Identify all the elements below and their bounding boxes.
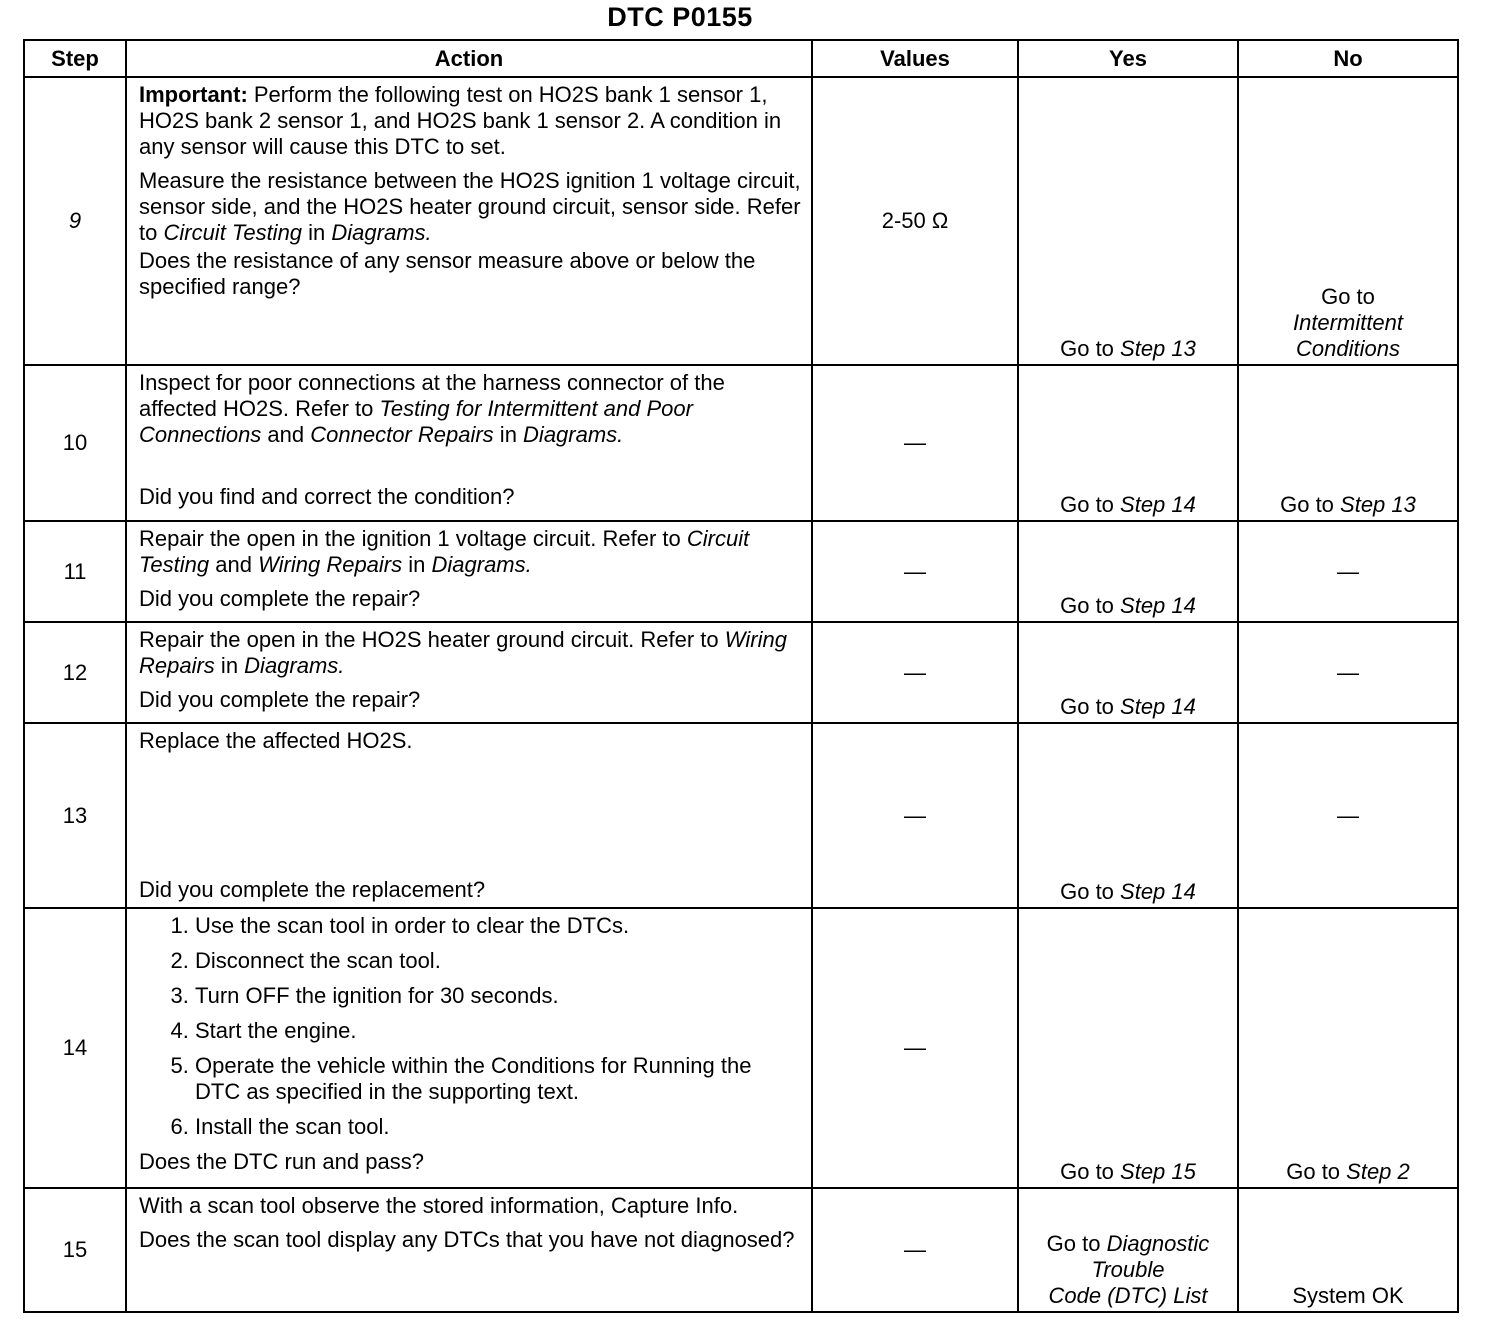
list-item: 1. Use the scan tool in order to clear the DTCs. [195, 913, 801, 939]
yes-step-ref: Step 13 [1120, 336, 1196, 361]
step-number: 9 [24, 77, 126, 365]
action-text: Repair the open in the HO2S heater ground circuit. Refer to [139, 627, 725, 652]
action-cell [126, 365, 812, 521]
action-question: Does the DTC run and pass? [139, 1149, 424, 1174]
ref-connector-repairs: Connector Repairs [310, 422, 494, 447]
action-instruction [139, 370, 801, 448]
yes-cell [1018, 77, 1238, 365]
yes-cell [1018, 723, 1238, 908]
action-cell [126, 622, 812, 723]
action-cell [126, 1188, 812, 1312]
value-cell: — [812, 908, 1018, 1188]
important-label: Important: [139, 82, 248, 107]
no-cell [1238, 908, 1458, 1188]
header-no: No [1238, 40, 1458, 77]
step-number: 13 [24, 723, 126, 908]
value-cell: — [812, 365, 1018, 521]
action-cell [126, 521, 812, 622]
table-row [24, 1188, 1458, 1312]
table-row [24, 521, 1458, 622]
ref-intermittent: Testing for Intermittent and Poor Connections [139, 396, 693, 447]
no-cell: System OK [1238, 1188, 1458, 1312]
yes-cell [1018, 365, 1238, 521]
action-text: in [402, 552, 432, 577]
ref-wiring-repairs: Wiring Repairs [139, 627, 787, 678]
yes-text: Go to [1060, 694, 1121, 719]
action-question: Does the resistance of any sensor measure above or below the specified range? [139, 248, 756, 299]
ref-diagrams: Diagrams. [523, 422, 624, 447]
action-instruction: Replace the affected HO2S. [139, 728, 413, 753]
step-number: 12 [24, 622, 126, 723]
ref-wiring-repairs: Wiring Repairs [258, 552, 403, 577]
list-item: 4. Start the engine. [195, 1018, 801, 1044]
yes-ref-line3: Code (DTC) List [1048, 1283, 1208, 1308]
yes-cell [1018, 622, 1238, 723]
header-action: Action [126, 40, 812, 77]
action-text: in [214, 653, 245, 678]
action-text: and [209, 552, 259, 577]
action-instruction [139, 526, 801, 578]
table-header-row [24, 40, 1458, 77]
step-number: 10 [24, 365, 126, 521]
header-step: Step [24, 40, 126, 77]
yes-cell [1018, 521, 1238, 622]
yes-ref-line2: Trouble [1091, 1257, 1165, 1282]
table-row [24, 908, 1458, 1188]
value-cell: — [812, 622, 1018, 723]
no-ref-line1: Intermittent [1292, 310, 1404, 335]
action-instruction: With a scan tool observe the stored information, Capture Info. [139, 1193, 739, 1218]
yes-text: Go to [1060, 1159, 1121, 1184]
list-item: 5. Operate the vehicle within the Conditions for Running the DTC as specified in the supporting text. [195, 1053, 801, 1105]
yes-step-ref: Step 14 [1120, 879, 1196, 904]
table-row [24, 365, 1458, 521]
action-text: in [493, 422, 524, 447]
list-item: 3. Turn OFF the ignition for 30 seconds. [195, 983, 801, 1009]
dtc-table [23, 39, 1459, 1313]
action-cell [126, 723, 812, 908]
action-instruction [139, 627, 801, 679]
action-question: Does the scan tool display any DTCs that you have not diagnosed? [139, 1227, 795, 1252]
ref-diagrams: Diagrams. [244, 653, 345, 678]
action-question: Did you complete the repair? [139, 687, 421, 712]
yes-text: Go to [1060, 593, 1121, 618]
ref-circuit-testing: Circuit Testing [163, 220, 303, 245]
list-item: 6. Install the scan tool. [195, 1114, 801, 1140]
table-row [24, 77, 1458, 365]
yes-text: Go to [1060, 492, 1121, 517]
action-text: Repair the open in the ignition 1 voltage circuit. Refer to [139, 526, 687, 551]
action-text: Inspect for poor connections at the harness connector of the affected HO2S. Refer to [139, 370, 725, 421]
procedure-list [139, 913, 801, 1140]
no-cell: — [1238, 723, 1458, 908]
yes-step-ref: Step 14 [1120, 593, 1196, 618]
important-note [139, 82, 801, 160]
yes-text: Go to [1060, 336, 1121, 361]
important-text: Perform the following test on HO2S bank 1 sensor 1, HO2S bank 2 sensor 1, and HO2S bank 1 sensor 2. A condition in any sensor will cause this DTC to set. [139, 82, 782, 159]
no-cell: — [1238, 622, 1458, 723]
list-item: 2. Disconnect the scan tool. [195, 948, 801, 974]
yes-step-ref: Step 14 [1120, 694, 1196, 719]
yes-step-ref: Step 15 [1120, 1159, 1196, 1184]
action-cell [126, 908, 812, 1188]
action-instruction [139, 168, 801, 246]
ref-diagrams: Diagrams. [431, 552, 532, 577]
table-row [24, 622, 1458, 723]
header-values: Values [812, 40, 1018, 77]
no-cell: — [1238, 521, 1458, 622]
step-number: 11 [24, 521, 126, 622]
header-yes: Yes [1018, 40, 1238, 77]
step-number: 15 [24, 1188, 126, 1312]
yes-cell [1018, 1188, 1238, 1312]
yes-step-ref: Step 14 [1120, 492, 1196, 517]
value-cell: — [812, 723, 1018, 908]
page-title: DTC P0155 [607, 2, 753, 32]
action-question: Did you find and correct the condition? [139, 484, 515, 509]
value-cell: 2-50 Ω [812, 77, 1018, 365]
yes-text: Go to [1060, 879, 1121, 904]
ref-circuit-testing: Circuit Testing [139, 526, 750, 577]
yes-text: Go to [1046, 1231, 1107, 1256]
step-number: 14 [24, 908, 126, 1188]
no-text: Go to [1321, 284, 1375, 309]
no-text: Go to [1286, 1159, 1347, 1184]
action-cell [126, 77, 812, 365]
action-question: Did you complete the repair? [139, 586, 421, 611]
action-text: in [302, 220, 332, 245]
action-text: Measure the resistance between the HO2S ignition 1 voltage circuit, sensor side, and the HO2S heater ground circuit, sensor side. Refer to [139, 168, 801, 245]
table-row [24, 723, 1458, 908]
value-cell: — [812, 1188, 1018, 1312]
ref-diagrams: Diagrams. [331, 220, 432, 245]
no-ref-line2: Conditions [1296, 336, 1400, 361]
yes-cell [1018, 908, 1238, 1188]
no-text: Go to [1280, 492, 1341, 517]
no-cell [1238, 365, 1458, 521]
action-text: and [261, 422, 311, 447]
no-cell [1238, 77, 1458, 365]
action-question: Did you complete the replacement? [139, 877, 486, 902]
value-cell: — [812, 521, 1018, 622]
yes-ref-line1: Diagnostic [1106, 1231, 1210, 1256]
no-step-ref: Step 13 [1340, 492, 1416, 517]
no-step-ref: Step 2 [1346, 1159, 1410, 1184]
